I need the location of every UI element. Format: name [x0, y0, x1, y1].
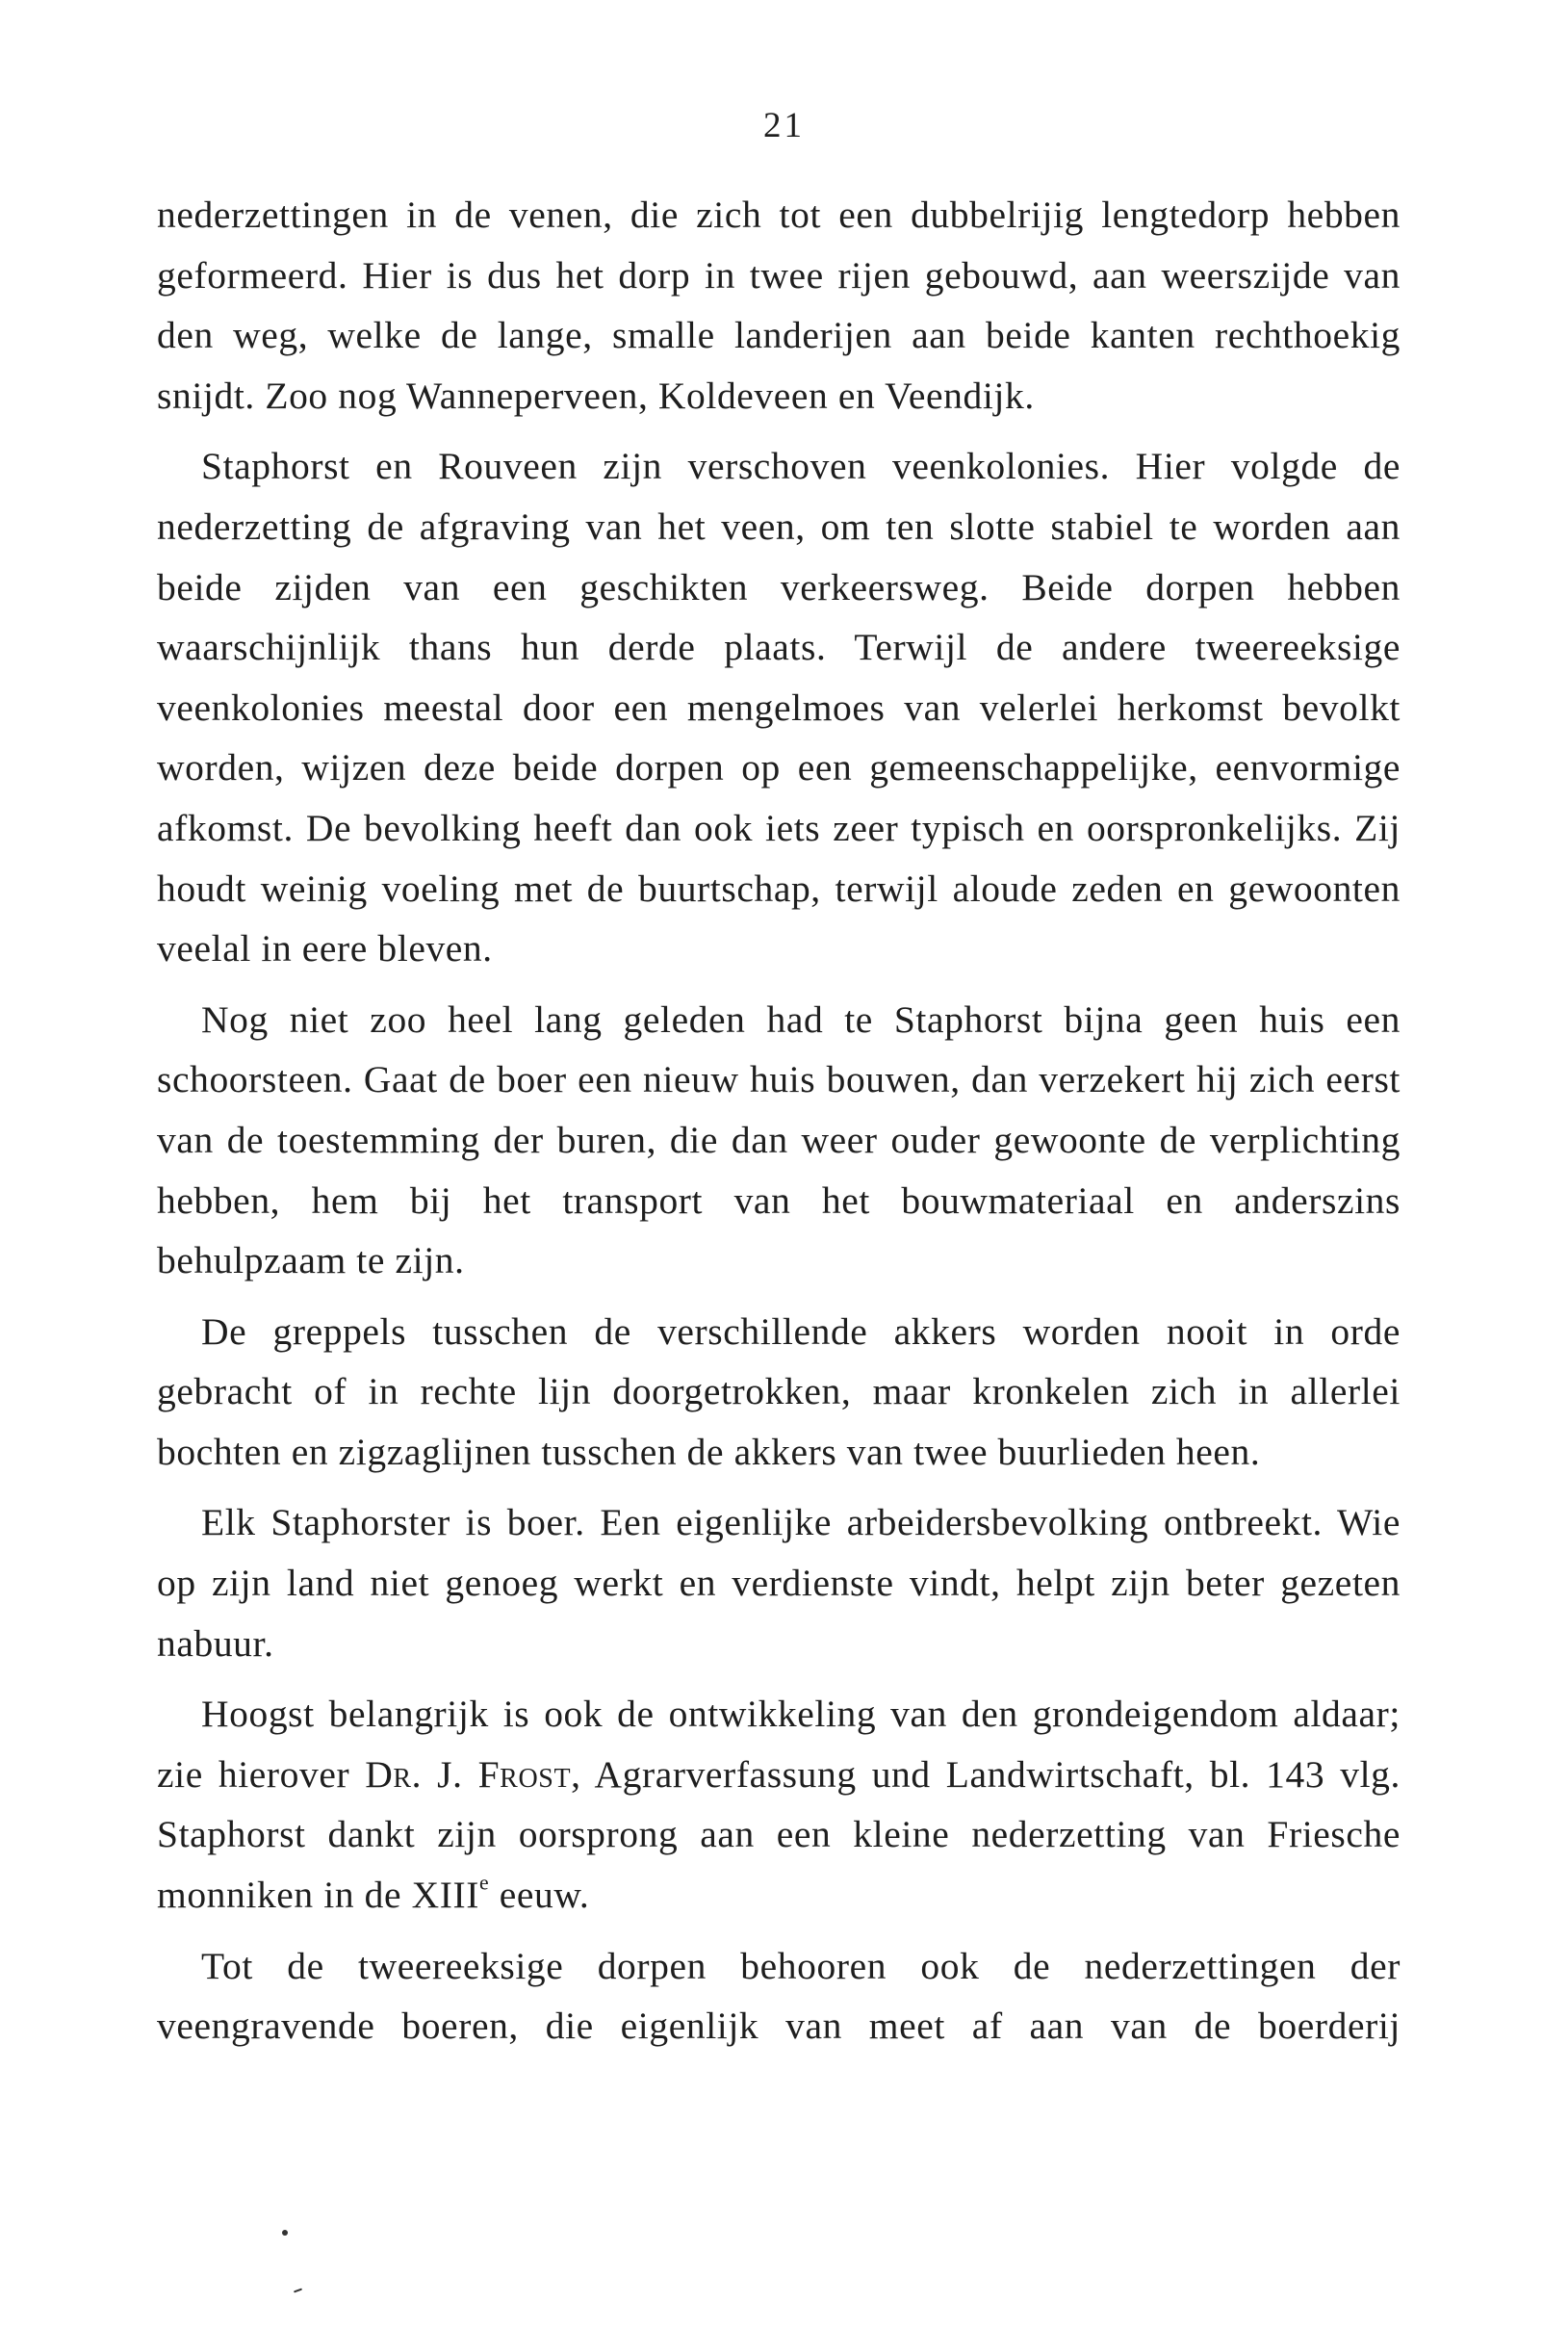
- paragraph-6-text-b: , Agrarverfassung und Landwirtschaft, bl. 143 vlg. Staphorst dankt zijn oorsprong aan een kleine nederzetting van Friesche monniken in de XIII: [157, 1752, 1401, 1917]
- body-text: [157, 185, 1401, 2057]
- paragraph-7: Tot de tweereeksige dorpen behooren ook de nederzettingen der veengravende boeren, die eigenlijk van meet af aan van de boerderij: [157, 1944, 1401, 2048]
- paragraph-6: [157, 1684, 1401, 1925]
- paragraph-4: De greppels tusschen de verschillende akkers worden nooit in orde gebracht of in rechte lijn doorgetrokken, maar kronkelen zich in allerlei bochten en zigzaglijnen tusschen de akkers van twee buurlieden heen.: [157, 1309, 1401, 1473]
- print-speck: [294, 2289, 302, 2293]
- paragraph-2: Staphorst en Rouveen zijn verschoven veenkolonies. Hier volgde de nederzetting de afgraving van het veen, om ten slotte stabiel te worden aan beide zijden van een geschikten verkeersweg. Beide dorpen hebben waarschijnlijk thans hun derde plaats. Terwijl de andere tweereeksige veenkolonies meestal door een mengelmoes van velerlei herkomst bevolkt worden, wijzen deze beide dorpen op een gemeenschappelijke, eenvormige afkomst. De bevolking heeft dan ook iets zeer typisch en oorspronkelijks. Zij houdt weinig voeling met de buurtschap, terwijl aloude zeden en gewoonten veelal in eere bleven.: [157, 445, 1401, 970]
- century-superscript: e: [479, 1871, 490, 1895]
- paragraph-6-text-a: Hoogst belangrijk is ook de ontwikkeling van den grondeigendom aldaar; zie hierover: [157, 1693, 1401, 1796]
- paragraph-6-text-c: eeuw.: [489, 1874, 590, 1917]
- paragraph-3: Nog niet zoo heel lang geleden had te Staphorst bijna geen huis een schoorsteen. Gaat de boer een nieuw huis bouwen, dan verzekert hij zich eerst van de toestemming der buren, die dan weer ouder gewoonte de verplichting hebben, hem bij het transport van het bouwmateriaal en anderszins behulpzaam te zijn.: [157, 997, 1401, 1282]
- print-speck: [282, 2230, 288, 2236]
- author-name: Dr. J. Frost: [365, 1752, 572, 1796]
- page-number: 21: [763, 106, 805, 145]
- paragraph-1: nederzettingen in de venen, die zich tot een dubbelrijig lengtedorp hebben geformeerd. Hier is dus het dorp in twee rijen gebouwd, aan weerszijde van den weg, welke de lange, smalle landerijen aan beide kanten rechthoekig snijdt. Zoo nog Wanneperveen, Koldeveen en Veendijk.: [157, 194, 1401, 417]
- paragraph-5: Elk Staphorster is boer. Een eigenlijke arbeidersbevolking ontbreekt. Wie op zijn land niet genoeg werkt en verdienste vindt, helpt zijn beter gezeten nabuur.: [157, 1501, 1401, 1665]
